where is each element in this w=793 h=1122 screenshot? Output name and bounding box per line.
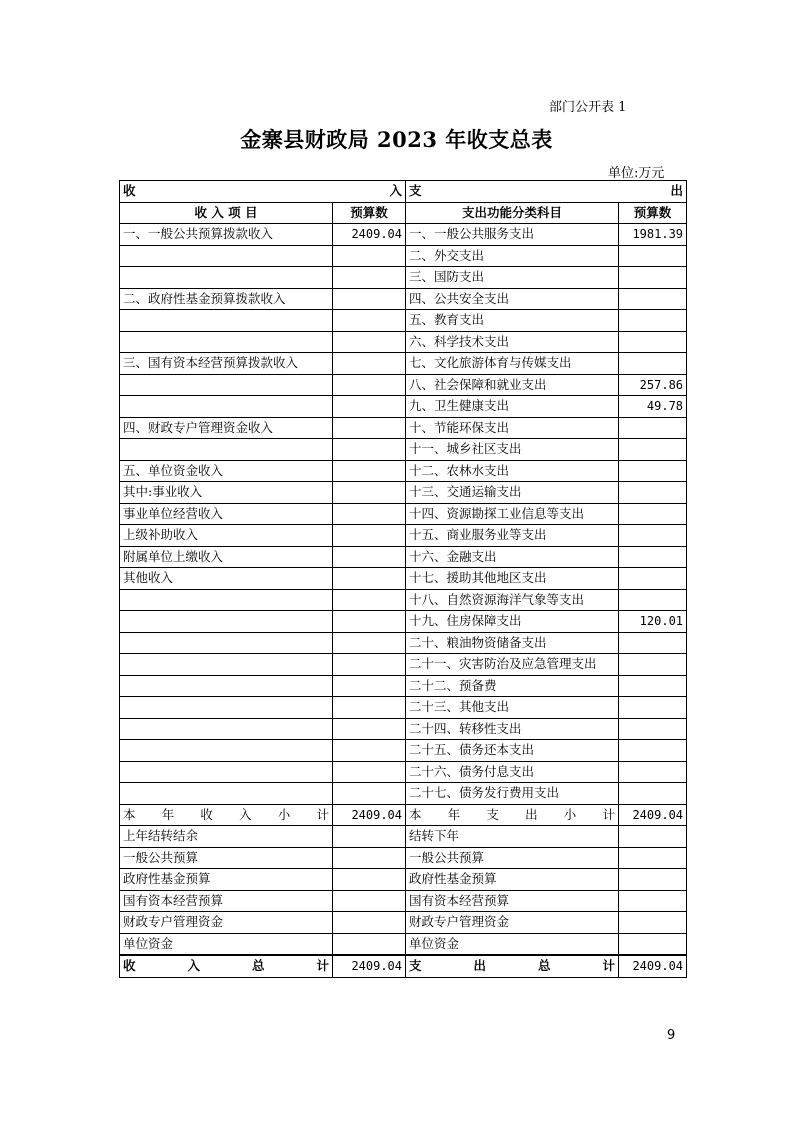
table-row [120,288,687,310]
carry-item-row [120,912,687,934]
table-row [120,525,687,547]
carry-in-item-amount [333,912,406,934]
carry-out-item-amount [619,869,687,891]
expense-amount-cell: 257.86 [619,374,687,396]
expense-budget-header: 预算数 [619,202,687,224]
expense-item-cell: 二十三、其他支出 [406,697,619,719]
income-item-header: 收 入 项 目 [120,202,333,224]
expense-item-cell: 五、教育支出 [406,310,619,332]
expense-item-cell: 十七、援助其他地区支出 [406,568,619,590]
table-row [120,396,687,418]
expense-item-cell: 十三、交通运输支出 [406,482,619,504]
income-amount-cell [333,546,406,568]
carry-in-item: 一般公共预算 [120,847,333,869]
income-amount-cell [333,288,406,310]
income-amount-cell [333,718,406,740]
carry-in-item: 政府性基金预算 [120,869,333,891]
income-amount-cell [333,675,406,697]
table-row [120,460,687,482]
income-amount-cell [333,632,406,654]
expense-amount-cell [619,568,687,590]
income-amount-cell [333,245,406,267]
table-row [120,675,687,697]
expense-amount-cell [619,589,687,611]
table-row [120,568,687,590]
table-row [120,654,687,676]
expense-item-cell: 十四、资源勘探工业信息等支出 [406,503,619,525]
expense-total-label: 支出总计 [406,955,619,977]
income-item-cell [120,697,333,719]
income-item-cell [120,718,333,740]
income-subtotal-amount: 2409.04 [333,804,406,826]
expense-item-cell: 十、节能环保支出 [406,417,619,439]
expense-amount-cell [619,460,687,482]
income-item-cell: 三、国有资本经营预算拨款收入 [120,353,333,375]
carry-in-item: 单位资金 [120,933,333,955]
carry-in-item-amount [333,869,406,891]
income-item-cell: 上级补助收入 [120,525,333,547]
income-amount-cell [333,503,406,525]
expense-item-cell: 二十七、债务发行费用支出 [406,783,619,805]
page-title: 金寨县财政局 2023 年收支总表 [240,127,553,152]
page-number: 9 [667,1028,676,1043]
income-amount-cell [333,353,406,375]
table-row [120,546,687,568]
expense-amount-cell [619,697,687,719]
income-item-cell: 一、一般公共预算拨款收入 [120,224,333,246]
expense-item-cell: 七、文化旅游体育与传媒支出 [406,353,619,375]
income-item-cell: 其他收入 [120,568,333,590]
carry-item-row [120,869,687,891]
expense-item-cell: 十六、金融支出 [406,546,619,568]
income-item-cell [120,611,333,633]
expense-item-cell: 二十五、债务还本支出 [406,740,619,762]
income-item-cell [120,675,333,697]
subtotal-row [120,804,687,826]
carry-in-item-amount [333,847,406,869]
table-row [120,439,687,461]
carry-in-item-amount [333,933,406,955]
income-subtotal-label: 本年收入小计 [120,804,333,826]
expense-amount-cell [619,546,687,568]
carry-out-item-amount [619,933,687,955]
expense-item-cell: 一、一般公共服务支出 [406,224,619,246]
carry-over-row [120,826,687,848]
income-item-cell: 二、政府性基金预算拨款收入 [120,288,333,310]
total-row [120,955,687,977]
table-header-row-1 [120,181,687,203]
expense-amount-cell [619,482,687,504]
expense-amount-cell [619,718,687,740]
table-row [120,353,687,375]
income-item-cell [120,245,333,267]
expense-total-amount: 2409.04 [619,955,687,977]
carry-out-item: 国有资本经营预算 [406,890,619,912]
carry-in-item: 财政专户管理资金 [120,912,333,934]
income-item-cell: 其中:事业收入 [120,482,333,504]
income-item-cell [120,632,333,654]
carry-item-row [120,933,687,955]
income-item-cell [120,654,333,676]
carry-item-row [120,890,687,912]
table-row [120,697,687,719]
income-amount-cell [333,460,406,482]
table-row [120,417,687,439]
table-row [120,267,687,289]
table-row [120,718,687,740]
table-row [120,245,687,267]
income-total-label: 收入总计 [120,955,333,977]
table-row [120,224,687,246]
carry-out-item: 一般公共预算 [406,847,619,869]
carry-out-amount [619,826,687,848]
expense-amount-cell: 120.01 [619,611,687,633]
income-item-cell [120,310,333,332]
expense-amount-cell [619,439,687,461]
expense-amount-cell [619,353,687,375]
income-item-cell: 五、单位资金收入 [120,460,333,482]
income-amount-cell [333,267,406,289]
income-item-cell [120,267,333,289]
expense-item-header: 支出功能分类科目 [406,202,619,224]
expense-item-cell: 四、公共安全支出 [406,288,619,310]
expense-item-cell: 二十一、灾害防治及应急管理支出 [406,654,619,676]
table-row [120,632,687,654]
expense-amount-cell [619,310,687,332]
expense-item-cell: 三、国防支出 [406,267,619,289]
carry-in-amount [333,826,406,848]
income-item-cell: 事业单位经营收入 [120,503,333,525]
table-row [120,783,687,805]
expense-amount-cell [619,740,687,762]
income-amount-cell [333,783,406,805]
income-amount-cell [333,310,406,332]
expense-amount-cell [619,525,687,547]
expense-item-cell: 二十四、转移性支出 [406,718,619,740]
table-row [120,503,687,525]
expense-amount-cell [619,503,687,525]
expense-amount-cell [619,417,687,439]
income-item-cell [120,761,333,783]
expense-amount-cell [619,267,687,289]
income-item-cell: 附属单位上缴收入 [120,546,333,568]
carry-in-title: 上年结转结余 [120,826,333,848]
income-amount-cell [333,740,406,762]
income-amount-cell [333,589,406,611]
income-item-cell [120,331,333,353]
carry-out-item-amount [619,847,687,869]
carry-out-title: 结转下年 [406,826,619,848]
expense-amount-cell [619,761,687,783]
expense-item-cell: 十八、自然资源海洋气象等支出 [406,589,619,611]
unit-label: 单位:万元 [608,166,665,181]
income-amount-cell [333,396,406,418]
expense-amount-cell: 49.78 [619,396,687,418]
expense-subtotal-label: 本年支出小计 [406,804,619,826]
expense-amount-cell [619,632,687,654]
expense-amount-cell [619,783,687,805]
income-amount-cell: 2409.04 [333,224,406,246]
income-amount-cell [333,697,406,719]
expense-subtotal-amount: 2409.04 [619,804,687,826]
expense-amount-cell [619,331,687,353]
carry-out-item-amount [619,890,687,912]
income-amount-cell [333,439,406,461]
expense-item-cell: 二十六、债务付息支出 [406,761,619,783]
expense-amount-cell [619,245,687,267]
budget-summary-table [119,180,687,978]
income-budget-header: 预算数 [333,202,406,224]
table-row [120,740,687,762]
carry-item-row [120,847,687,869]
expense-amount-cell [619,654,687,676]
expense-item-cell: 二十二、预备费 [406,675,619,697]
income-item-cell: 四、财政专户管理资金收入 [120,417,333,439]
income-item-cell [120,783,333,805]
income-total-amount: 2409.04 [333,955,406,977]
income-amount-cell [333,417,406,439]
income-item-cell [120,589,333,611]
income-amount-cell [333,525,406,547]
expense-amount-cell [619,675,687,697]
table-row [120,331,687,353]
carry-out-item: 财政专户管理资金 [406,912,619,934]
income-amount-cell [333,761,406,783]
table-row [120,611,687,633]
expense-item-cell: 二、外交支出 [406,245,619,267]
expense-item-cell: 十一、城乡社区支出 [406,439,619,461]
income-amount-cell [333,611,406,633]
expense-item-cell: 六、科学技术支出 [406,331,619,353]
table-row [120,761,687,783]
carry-out-item: 单位资金 [406,933,619,955]
carry-out-item-amount [619,912,687,934]
expense-item-cell: 十二、农林水支出 [406,460,619,482]
expense-amount-cell: 1981.39 [619,224,687,246]
income-header: 收 入 [120,181,406,203]
income-amount-cell [333,331,406,353]
expense-amount-cell [619,288,687,310]
expense-item-cell: 二十、粮油物资储备支出 [406,632,619,654]
table-row [120,482,687,504]
table-row [120,374,687,396]
table-code-note: 部门公开表 1 [549,100,627,115]
table-row [120,310,687,332]
carry-out-item: 政府性基金预算 [406,869,619,891]
expense-item-cell: 十九、住房保障支出 [406,611,619,633]
table-header-row-2 [120,202,687,224]
expense-item-cell: 九、卫生健康支出 [406,396,619,418]
income-item-cell [120,374,333,396]
income-amount-cell [333,374,406,396]
income-amount-cell [333,482,406,504]
expense-item-cell: 十五、商业服务业等支出 [406,525,619,547]
carry-in-item-amount [333,890,406,912]
income-item-cell [120,439,333,461]
expense-header: 支 出 [406,181,687,203]
income-amount-cell [333,568,406,590]
table-row [120,589,687,611]
income-amount-cell [333,654,406,676]
expense-item-cell: 八、社会保障和就业支出 [406,374,619,396]
income-item-cell [120,396,333,418]
carry-in-item: 国有资本经营预算 [120,890,333,912]
income-item-cell [120,740,333,762]
